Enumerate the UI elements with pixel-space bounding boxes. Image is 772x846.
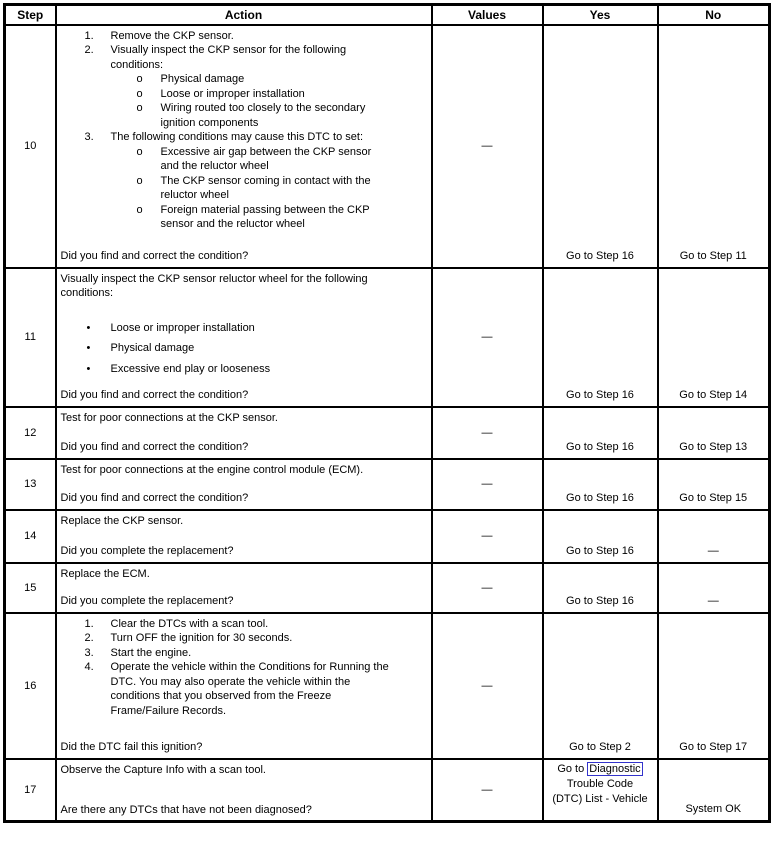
list-number: 1. [84, 29, 94, 42]
dtc-list-link[interactable] [552, 762, 649, 807]
action-question: Did you complete the replacement? [60, 545, 234, 558]
col-header-no: No [658, 5, 770, 25]
action-question: Did you complete the replacement? [60, 595, 234, 608]
circle-bullet-marker: o [136, 145, 143, 158]
yes-cell: Go to Step 16 [543, 268, 658, 407]
circle-bullet-marker: o [136, 102, 143, 115]
yes-cell: Go to Step 16 [543, 25, 658, 268]
action-intro: Observe the Capture Info with a scan tool. [60, 763, 266, 776]
sub-item-text: Wiring routed too closely to the secondary ignition components [160, 102, 366, 129]
action-body [61, 272, 421, 377]
yes-cell: Go to Step 16 [543, 459, 658, 510]
no-cell: Go to Step 17 [658, 613, 770, 759]
bullet-marker: • [86, 362, 91, 375]
bullet-item [61, 362, 421, 377]
list-item-text: Start the engine. [110, 646, 192, 659]
action-question: Did you find and correct the condition? [60, 250, 249, 263]
list-item [61, 617, 421, 632]
col-header-yes: Yes [543, 5, 658, 25]
action-intro: Test for poor connections at the CKP sensor. [60, 411, 278, 424]
action-cell [56, 613, 432, 759]
sub-item-text: Loose or improper installation [160, 87, 305, 100]
yes-cell: Go to Step 16 [543, 563, 658, 613]
table-row-step-10 [5, 25, 770, 268]
values-cell: — [432, 613, 543, 759]
step-cell: 10 [5, 25, 56, 268]
sub-list-item [61, 87, 421, 102]
list-item-text: Turn OFF the ignition for 30 seconds. [110, 632, 293, 645]
values-cell: — [432, 510, 543, 563]
col-header-step: Step [5, 5, 56, 25]
step-cell: 11 [5, 268, 56, 407]
table-row-step-12 [5, 407, 770, 459]
bullet-text: Excessive end play or looseness [110, 362, 271, 375]
no-cell: Go to Step 11 [658, 25, 770, 268]
table-header-row [5, 5, 770, 25]
action-cell [56, 563, 432, 613]
link-rest-text: Trouble Code (DTC) List - Vehicle [552, 777, 648, 805]
action-list [61, 29, 421, 232]
list-item-text: Operate the vehicle within the Conditions for Running the DTC. You may also operate the vehicle within the conditions that you observed from the Freeze Frame/Failure Records. [110, 661, 389, 717]
sub-list-item [61, 174, 421, 203]
sub-item-text: Excessive air gap between the CKP sensor and the reluctor wheel [160, 145, 372, 173]
list-item [61, 130, 421, 145]
list-item [61, 43, 421, 72]
action-intro: Visually inspect the CKP sensor reluctor wheel for the following conditions: [60, 272, 368, 300]
action-cell [56, 268, 432, 407]
values-cell: — [432, 25, 543, 268]
action-question: Did you find and correct the condition? [60, 492, 249, 505]
step-cell: 15 [5, 563, 56, 613]
list-number: 2. [84, 44, 94, 57]
bullet-text: Loose or improper installation [110, 321, 255, 334]
step-cell: 17 [5, 759, 56, 822]
action-intro: Replace the CKP sensor. [60, 514, 184, 527]
bullet-text: Physical damage [110, 342, 195, 355]
list-number: 3. [84, 131, 94, 144]
table-row-step-16 [5, 613, 770, 759]
action-intro: Replace the ECM. [60, 567, 150, 580]
step-cell: 13 [5, 459, 56, 510]
diagnostic-table [3, 3, 771, 823]
circle-bullet-marker: o [136, 73, 143, 86]
sub-list-item [61, 72, 421, 87]
list-item [61, 646, 421, 661]
list-item-text: Clear the DTCs with a scan tool. [110, 617, 269, 630]
table-row-step-15 [5, 563, 770, 613]
yes-cell: Go to Step 2 [543, 613, 658, 759]
table-row-step-14 [5, 510, 770, 563]
values-cell: — [432, 407, 543, 459]
bullet-marker: • [86, 321, 91, 334]
no-cell: Go to Step 13 [658, 407, 770, 459]
sub-list-item [61, 101, 421, 130]
no-cell: — [658, 510, 770, 563]
action-question: Are there any DTCs that have not been diagnosed? [60, 803, 312, 816]
col-header-action: Action [56, 5, 432, 25]
list-number: 4. [84, 661, 94, 674]
list-item-text: Remove the CKP sensor. [110, 29, 234, 42]
step-cell: 16 [5, 613, 56, 759]
yes-cell: Go to Step 16 [543, 510, 658, 563]
sub-item-text: Physical damage [160, 73, 245, 86]
list-item [61, 29, 421, 44]
step-cell: 14 [5, 510, 56, 563]
yes-cell: Go to Step 16 [543, 407, 658, 459]
bullet-item [61, 321, 421, 336]
action-cell [56, 25, 432, 268]
values-cell: — [432, 759, 543, 822]
action-question: Did the DTC fail this ignition? [60, 741, 203, 754]
bullet-marker: • [86, 342, 91, 355]
table-row-step-13 [5, 459, 770, 510]
sub-item-text: Foreign material passing between the CKP sensor and the reluctor wheel [160, 203, 370, 231]
list-number: 3. [84, 646, 94, 659]
values-cell: — [432, 268, 543, 407]
action-question: Did you find and correct the condition? [60, 389, 249, 402]
sub-list-item [61, 145, 421, 174]
no-cell: Go to Step 14 [658, 268, 770, 407]
values-cell: — [432, 459, 543, 510]
col-header-values: Values [432, 5, 543, 25]
action-cell [56, 510, 432, 563]
list-number: 2. [84, 632, 94, 645]
table-row-step-17 [5, 759, 770, 822]
action-intro: Test for poor connections at the engine control module (ECM). [60, 463, 364, 476]
bullet-item [61, 341, 421, 356]
bullet-list [61, 321, 421, 377]
circle-bullet-marker: o [136, 87, 143, 100]
action-question: Did you find and correct the condition? [60, 441, 249, 454]
sub-item-text: The CKP sensor coming in contact with the reluctor wheel [160, 174, 371, 202]
action-cell [56, 459, 432, 510]
list-item [61, 631, 421, 646]
circle-bullet-marker: o [136, 203, 143, 216]
no-cell: Go to Step 15 [658, 459, 770, 510]
table-row-step-11 [5, 268, 770, 407]
list-item-text: Visually inspect the CKP sensor for the following conditions: [110, 44, 347, 71]
yes-cell [543, 759, 658, 822]
link-prefix-text: Go to [557, 762, 588, 775]
action-list [61, 617, 421, 719]
sub-list-item [61, 203, 421, 232]
action-cell [56, 759, 432, 822]
values-cell: — [432, 563, 543, 613]
dtc-list-link-focused-word[interactable]: Diagnostic [589, 762, 641, 775]
list-item [61, 660, 421, 718]
no-cell: System OK [658, 759, 770, 822]
circle-bullet-marker: o [136, 174, 143, 187]
list-item-text: The following conditions may cause this DTC to set: [110, 131, 364, 144]
list-number: 1. [84, 617, 94, 630]
step-cell: 12 [5, 407, 56, 459]
action-cell [56, 407, 432, 459]
no-cell: — [658, 563, 770, 613]
